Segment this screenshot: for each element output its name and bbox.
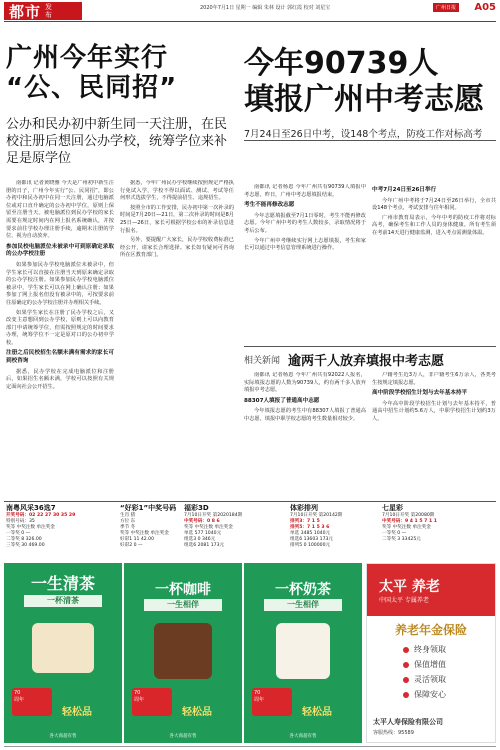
insurance-hotline: 客服热线：95589	[373, 730, 414, 736]
lottery-row: 单选 3485 1040元	[290, 531, 331, 536]
section-subhead: 高中阶段学校招生计划与去年基本持平	[372, 390, 468, 397]
feature-item: 终身领取	[403, 642, 446, 657]
paragraph: 今年志愿填报截至7月1日零时，考生不能再修改志愿。今年广州中考的考生人数较多，录取情况将于考后公布。	[244, 212, 366, 234]
lottery-title: 福彩3D	[184, 504, 209, 512]
lottery-row: 中奖号码：0 8 6	[184, 519, 220, 524]
page-number: A05	[474, 2, 496, 13]
lottery-row: 7月10日开奖 第20142期	[290, 513, 343, 518]
insurance-brand: 太平 养老	[379, 579, 440, 595]
related-article-col1	[244, 372, 366, 498]
lottery-row: 组选6 2081 173元	[184, 543, 225, 548]
left-headline-line2: “公、民同招”	[6, 73, 178, 103]
section-subhead: 88307人填报了普通高中志愿	[244, 397, 320, 404]
lottery-row: 二等奖 3 33425元	[382, 537, 421, 542]
ad-fineprint: 各大商超有售	[169, 734, 197, 739]
bullet-icon	[403, 692, 409, 698]
lottery-row: 奖等 中奖注数 单注奖金	[120, 531, 169, 536]
paragraph: 今年高中阶段学校招生计划与去年基本持平，普通高中招生计划约5.6万人，中职学校招生计划约3万人。	[372, 400, 496, 422]
lottery-row: 组选3 0 346元	[184, 537, 216, 542]
lottery-row: 中奖号码：9 4 1 5 7 1 1	[382, 519, 437, 524]
lottery-block-36x7	[6, 504, 116, 560]
lottery-row: 二等奖 8 326.00	[6, 537, 42, 542]
paragraph: 今年广州中考继续实行网上志愿填报，考生和家长可以通过中考信息管理系统进行操作。	[244, 237, 366, 252]
lottery-row: 开奖号码：02 22 27 30 35 29	[6, 513, 76, 518]
insurance-feature-list	[403, 642, 446, 702]
feature-item: 保值增值	[403, 657, 446, 672]
lottery-row: 排列5 0 100000元	[290, 543, 331, 548]
right-article-col2	[372, 184, 496, 344]
lottery-rule	[4, 501, 496, 502]
paragraph: 按照全市的工作安排，民办初中第一次补录的时间是7月20日—21日，第二次补录的时间是8月25日—26日，家长可根据学校公布的补录信息进行报名。	[120, 204, 234, 234]
paragraph: 广州市教育局表示，今年中考的防疫工作将对标高考，确保考生和工作人员的身体健康。所有考生须在考前14天进行健康监测，进入考点需测量体温。	[372, 214, 496, 236]
lottery-row: 好彩1 11 42.00	[120, 537, 155, 542]
lottery-row: 7月10日开奖 第2020184期	[184, 513, 243, 518]
insurance-footer	[373, 717, 443, 736]
lottery-row: 奖等 中奖注数 单注奖金	[6, 525, 55, 530]
price-tag: 70 周年	[132, 688, 172, 716]
ad-ribbon: 一生相伴	[264, 599, 342, 611]
section-subhead: 考生不能再修改志愿	[244, 202, 295, 209]
feature-item: 灵活领取	[403, 672, 446, 687]
paragraph: 据悉，民办学校在完成电脑派位和注册后，如果招生名额未满，学校可以按照有关规定面向社会公开招生。	[6, 368, 114, 390]
insurance-product-title: 养老年金保险	[394, 623, 467, 637]
ad-ribbon: 一生相伴	[144, 599, 222, 611]
right-headline-line2: 填报广州中考志愿	[244, 82, 484, 117]
paragraph: 如果学生家长在注册了民办学校之后，又改变主意想回到公办学校，原则上可以向教育部门申请统筹学位，但需按照规定的时间要求办理，统筹学位不一定是原对口的公办初中学校。	[6, 309, 114, 346]
lottery-row: 组选6 13603 173元	[290, 537, 334, 542]
lottery-block-3d	[184, 504, 284, 560]
section-name-small: 发布	[45, 3, 53, 19]
section-subhead: 注册之后民校招生名额未满有需求的家长可到校咨询	[6, 350, 114, 365]
drink-ad-milktea	[244, 563, 362, 743]
cake-image	[32, 623, 94, 673]
lottery-row: 三等奖 30 469.00	[6, 543, 45, 548]
ad-fineprint: 各大商超有售	[49, 734, 77, 739]
ad-slogan: 一生清茶	[30, 574, 95, 593]
milk-tea-cup-image	[276, 623, 330, 679]
insurance-company: 太平人寿保险有限公司	[373, 718, 443, 726]
ad-slogan: 一杯咖啡	[155, 582, 211, 598]
ad-slogan: 一杯奶茶	[275, 582, 331, 598]
lottery-title: 体彩排列	[290, 504, 318, 512]
lottery-row: 特别号码：35	[6, 519, 35, 524]
insurance-ad	[366, 563, 496, 743]
lottery-row: 单选 577 1040元	[184, 531, 222, 536]
paragraph: 据悉，今年广州民办学校继续按照规定严格执行免试入学，学校不得以面试、测试、考试等任何形式选拔学生，不得提前招生、违规招生。	[120, 180, 234, 202]
bullet-icon	[403, 662, 409, 668]
right-article-col1	[244, 184, 366, 344]
lottery-row: 7月10日开奖 第20080期	[382, 513, 435, 518]
paragraph: 如果参加民办学校电脑派位未被录中，但学生家长可以直接在注册当天到原来确定录取的公办学校注册。如果参加民办学校电脑派位被录中，学生家长可以在网上确认注册；如果参加了网上报名但没有被录中的，可按要求前往原确定的公办学校注册并办理相关手续。	[6, 261, 114, 306]
issue-info: 2020年7月1日 星期一 编辑 朱林 设计 郭红霞 校对 刘星宝	[200, 5, 331, 11]
paragraph: 南都讯 记者杨恩 今年广州共有92022人报名，实际填报志愿的人数为90739人，约有两千多人放弃填报中考志愿。	[244, 372, 366, 394]
lottery-row: 一等奖 0 —	[382, 531, 407, 536]
ad-fineprint: 各大商超有售	[289, 734, 317, 739]
lottery-row: 奖等 中奖注数 单注奖金	[382, 525, 431, 530]
lottery-block-haocai	[120, 504, 180, 560]
lottery-row: 奖等 中奖注数 单注奖金	[184, 525, 233, 530]
related-news-label: 相关新闻	[244, 356, 281, 366]
right-subheadline: 7月24日至26日中考，设148个考点，防疫工作对标高考	[244, 129, 483, 140]
related-article-col2	[372, 372, 496, 498]
lottery-row: 季节 冬	[120, 525, 136, 530]
bullet-icon	[403, 677, 409, 683]
left-headline-line1: 广州今年实行	[6, 43, 169, 73]
left-article-col2	[120, 180, 234, 498]
lottery-block-pailie	[290, 504, 376, 560]
section-name: 都市	[9, 2, 42, 21]
price-tag: 70 周年	[252, 688, 292, 716]
drink-ad-tea	[4, 563, 122, 743]
lottery-title: 七星彩	[382, 504, 403, 512]
coffee-cup-image	[154, 623, 212, 679]
lottery-title: “好彩1”中奖号码	[120, 504, 177, 512]
paragraph: 今年填报志愿的考生中有88307人填报了普通高中志愿，填报中职学校志愿的考生数量相对较少。	[244, 408, 366, 422]
lottery-row: 排列5：7 1 5 3 6	[290, 525, 330, 530]
bottom-rule	[4, 746, 496, 747]
left-subheadline: 公办和民办初中新生同一天注册，在民校注册后想回公办学校，统筹学位来补足是原学位	[6, 117, 228, 166]
lottery-block-qixing	[382, 504, 494, 560]
section-subhead: 参加民校电脑派位未被录中可到原确定录取的公办学校注册	[6, 243, 114, 258]
right-headline-rule	[244, 140, 496, 141]
ad-ribbon: 一杯清茶	[24, 595, 102, 607]
paragraph: 另外，要提醒广大家长，民办学校收费标准已经公开，请家长合理选择。家长如有疑问可咨询所在区教育部门。	[120, 237, 234, 259]
insurance-banner	[367, 564, 495, 616]
paragraph: 今年广州中考将于7月24日至26日举行，全市共设148个考点，考试安排与往年相同。	[372, 197, 496, 212]
paragraph: 南都讯 记者黄晓雅 今天是广州初中新生注册的日子，广州今年实行“公、民同招”，即公办初中和民办初中在同一天注册，通过电脑派位或对口直升确定的公办初中学位，原则上保留至注册当天。被电脑派位到民办学校的家长需要在规定时间内在网上报名系统确认，并按要求前往学校办理注册手续，逾期未注册的学位，视为自动放弃。	[6, 180, 114, 240]
price-tag: 70 周年	[12, 688, 52, 716]
feature-item: 保障安心	[403, 687, 446, 702]
related-news-bar	[244, 346, 496, 368]
masthead	[0, 0, 500, 22]
related-news-title: 逾两千人放弃填报中考志愿	[288, 354, 445, 369]
lottery-row: 生肖 猪	[120, 513, 136, 518]
lottery-title: 南粤风采36选7	[6, 504, 56, 512]
section-tag	[4, 2, 82, 20]
right-headline-line1: 今年90739人	[244, 46, 439, 81]
insurance-tagline: 中国太平 专属养老	[379, 597, 429, 604]
paragraph: 户籍考生近3万人，非户籍考生6万余人，各类考生按规定填报志愿。	[372, 372, 496, 386]
ad-promo: 轻松品	[62, 707, 92, 718]
lottery-row: 排列3：7 1 5	[290, 519, 320, 524]
header-rule	[4, 21, 496, 22]
paragraph: 南都讯 记者杨恩 今年广州共有90739人填报中考志愿，昨日，广州中考志愿填报结束。	[244, 184, 366, 198]
ad-promo: 轻松品	[182, 707, 212, 718]
lottery-row: 好彩2 0 —	[120, 543, 143, 548]
section-subhead: 中考7月24日至26日举行	[372, 187, 437, 193]
ad-promo: 轻松品	[302, 707, 332, 718]
drink-ad-coffee	[124, 563, 242, 743]
lottery-row: 方位 东	[120, 519, 136, 524]
paper-badge: 广州日报	[433, 3, 459, 12]
left-article-col1	[6, 180, 114, 498]
bullet-icon	[403, 647, 409, 653]
lottery-row: 一等奖 0 —	[6, 531, 31, 536]
